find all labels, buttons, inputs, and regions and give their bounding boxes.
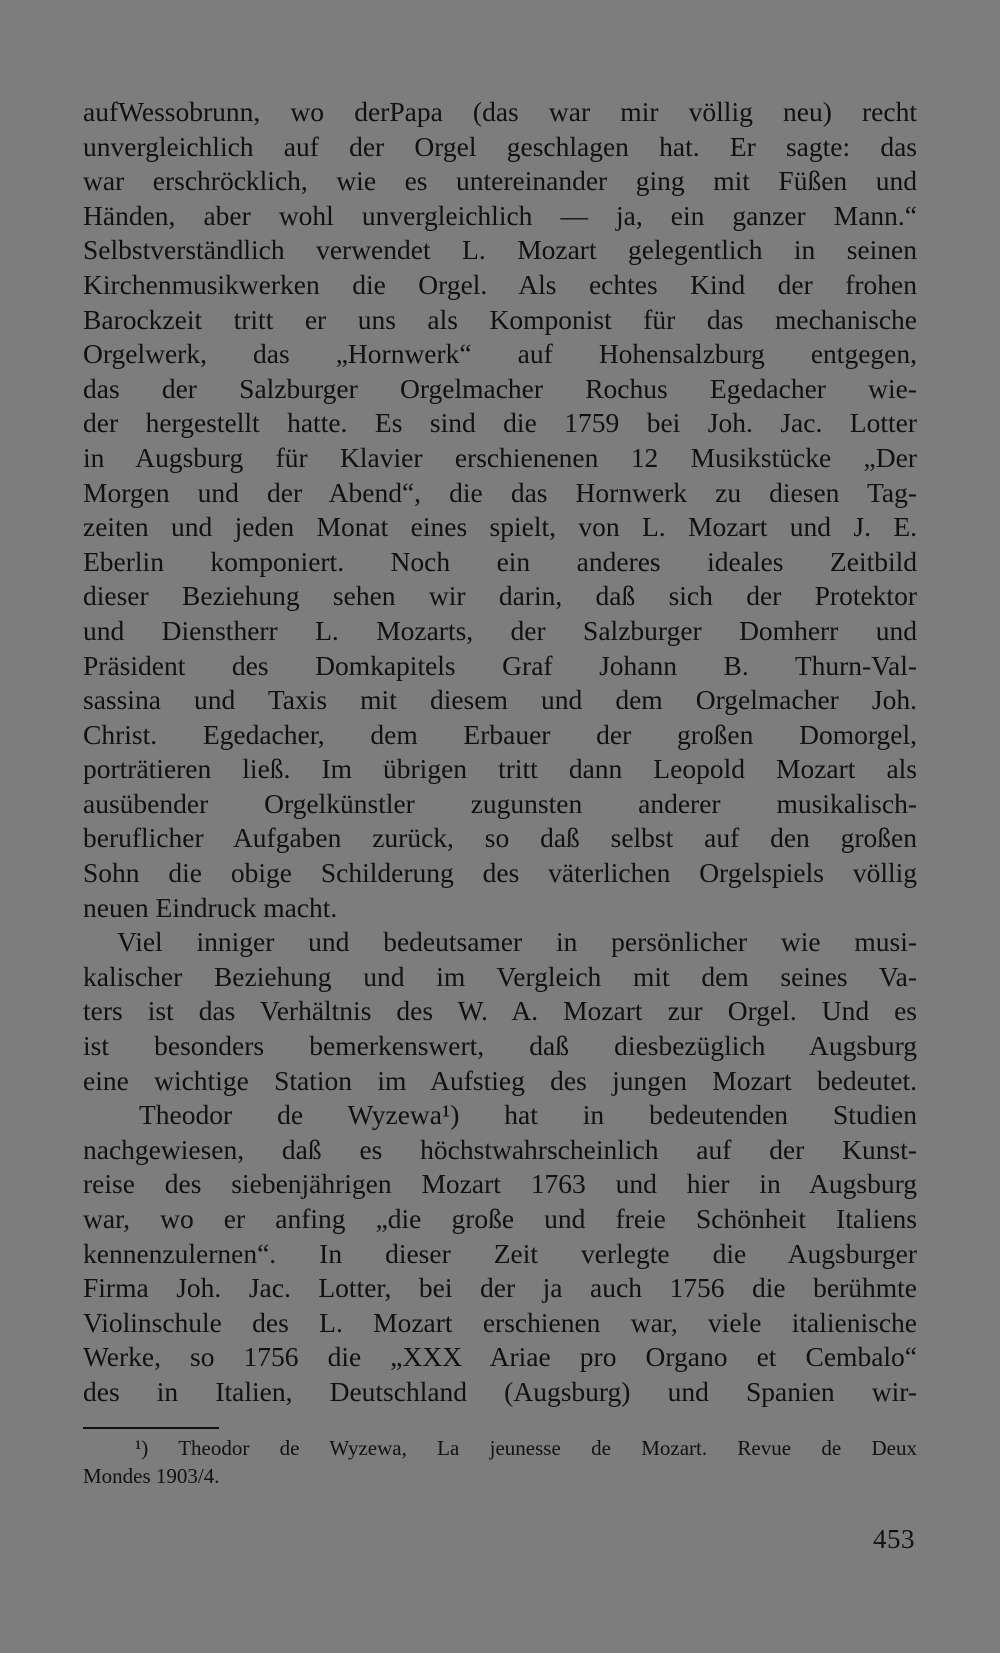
text-line: Eberlin komponiert. Noch ein anderes ideales Zeitbild: [83, 545, 917, 577]
text-line: aufWessobrunn, wo derPapa (das war mir völlig neu) recht: [83, 96, 917, 127]
text-line: Violinschule des L. Mozart erschienen war, viele italienische: [83, 1306, 917, 1338]
text-line: porträtieren ließ. Im übrigen tritt dann Leopold Mozart als: [83, 753, 917, 785]
text-line: beruflicher Aufgaben zurück, so daß selbst auf den großen: [83, 822, 917, 854]
body-text: [83, 95, 917, 1410]
text-line: Präsident des Domkapitels Graf Johann B. Thurn-Val-: [83, 649, 917, 681]
text-line: Selbstverständlich verwendet L. Mozart gelegentlich in seinen: [83, 234, 917, 266]
text-line: nachgewiesen, daß es höchstwahrscheinlich auf der Kunst-: [83, 1133, 917, 1165]
text-line: Orgelwerk, das „Hornwerk“ auf Hohensalzburg entgegen,: [83, 338, 917, 370]
text-line: kalischer Beziehung und im Vergleich mit dem seines Va-: [83, 960, 917, 992]
paragraph-start-line: Theodor de Wyzewa¹) hat in bedeutenden Studien: [139, 1099, 917, 1131]
footnote-divider: [83, 1427, 219, 1429]
text-line: und Dienstherr L. Mozarts, der Salzburger Domherr und: [83, 614, 917, 646]
text-line: der hergestellt hatte. Es sind die 1759 bei Joh. Jac. Lotter: [83, 407, 917, 439]
paragraph-end-line: eine wichtige Station im Aufstieg des jungen Mozart bedeutet.: [83, 1064, 917, 1096]
text-line: Firma Joh. Jac. Lotter, bei der ja auch 1756 die berühmte: [83, 1272, 917, 1304]
text-line: Christ. Egedacher, dem Erbauer der großen Domorgel,: [83, 718, 917, 750]
paragraph-end-line: neuen Eindruck macht.: [83, 891, 338, 923]
footnote-line: ¹) Theodor de Wyzewa, La jeunesse de Mozart. Revue de Deux: [135, 1436, 917, 1460]
footnotes: [83, 1434, 917, 1490]
text-line: dieser Beziehung sehen wir darin, daß sich der Protektor: [83, 580, 917, 612]
text-line: ters ist das Verhältnis des W. A. Mozart zur Orgel. Und es: [83, 995, 917, 1027]
text-line: Barockzeit tritt er uns als Komponist für das mechanische: [83, 303, 917, 335]
text-line: ist besonders bemerkenswert, daß diesbezüglich Augsburg: [83, 1030, 917, 1062]
page-number: 453: [873, 1524, 915, 1554]
text-line: ausübender Orgelkünstler zugunsten anderer musikalisch-: [83, 787, 917, 819]
text-line: war erschröcklich, wie es untereinander ging mit Füßen und: [83, 165, 917, 197]
text-line: zeiten und jeden Monat eines spielt, von L. Mozart und J. E.: [83, 511, 917, 543]
text-line: Kirchenmusikwerken die Orgel. Als echtes Kind der frohen: [83, 268, 917, 300]
text-line: Werke, so 1756 die „XXX Ariae pro Organo et Cembalo“: [83, 1341, 917, 1373]
text-line: unvergleichlich auf der Orgel geschlagen hat. Er sagte: das: [83, 130, 917, 162]
paragraph-start-line: Viel inniger und bedeutsamer in persönlicher wie musi-: [117, 926, 917, 958]
text-line: Händen, aber wohl unvergleichlich — ja, ein ganzer Mann.“: [83, 199, 917, 231]
text-line: sassina und Taxis mit diesem und dem Orgelmacher Joh.: [83, 684, 917, 716]
text-line: Morgen und der Abend“, die das Hornwerk zu diesen Tag-: [83, 476, 917, 508]
text-line: des in Italien, Deutschland (Augsburg) und Spanien wir-: [83, 1375, 917, 1407]
text-line: in Augsburg für Klavier erschienenen 12 Musikstücke „Der: [83, 441, 917, 473]
footnote-line: Mondes 1903/4.: [83, 1464, 220, 1488]
text-line: das der Salzburger Orgelmacher Rochus Egedacher wie-: [83, 372, 917, 404]
text-line: war, wo er anfing „die große und freie Schönheit Italiens: [83, 1203, 917, 1234]
text-line: reise des siebenjährigen Mozart 1763 und hier in Augsburg: [83, 1168, 917, 1200]
text-line: Sohn die obige Schilderung des väterlichen Orgelspiels völlig: [83, 857, 917, 889]
text-line: kennenzulernen“. In dieser Zeit verlegte die Augsburger: [83, 1237, 917, 1269]
